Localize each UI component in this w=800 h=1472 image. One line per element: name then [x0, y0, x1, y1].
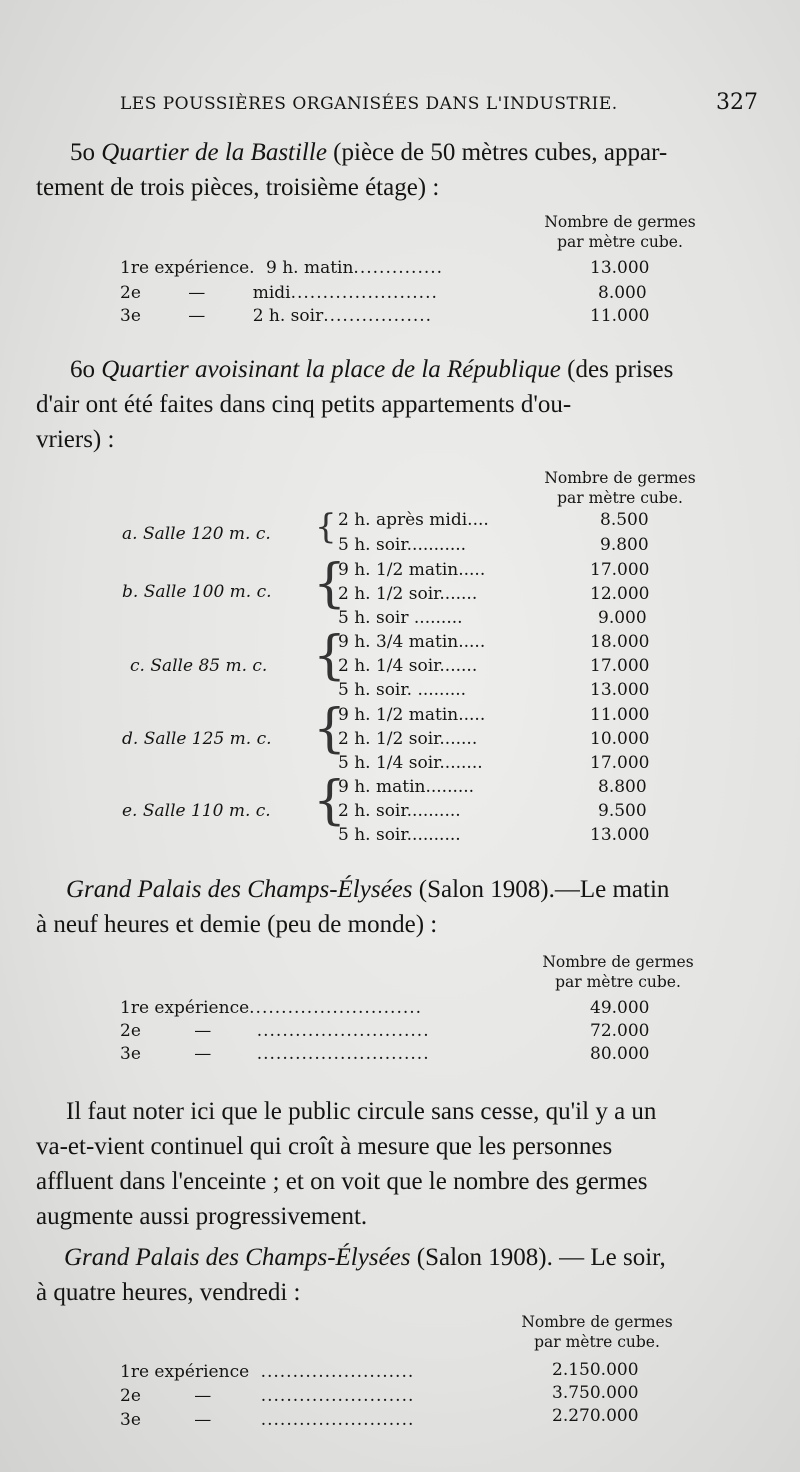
table-cell-value: 8.000: [598, 283, 647, 303]
section-5-column-header: [535, 212, 705, 252]
table-cell-value: 13.000: [590, 258, 650, 278]
section-6-desc-2: d'air ont été faites dans cinq petits appartements d'ou-: [36, 391, 572, 418]
table-row: 2e — ...........................: [120, 1021, 430, 1041]
section-6-number: 6o: [70, 356, 95, 383]
table-cell-value: 11.000: [590, 306, 650, 326]
table-row: 2e — midi.......................: [120, 283, 438, 303]
table-cell-value: 2.270.000: [552, 1406, 639, 1426]
section-5-place: Quartier de la Bastille: [101, 139, 327, 166]
table-cell-value: 11.000: [590, 705, 650, 725]
table-row: 2e — ........................: [120, 1386, 415, 1406]
column-header-line-1: Nombre de germes: [544, 213, 696, 231]
table-row: 2 h. après midi....: [338, 510, 489, 530]
table-cell-value: 17.000: [590, 656, 650, 676]
table-row: 5 h. soir .........: [338, 608, 463, 628]
table-row: 2 h. 1/2 soir.......: [338, 729, 478, 749]
table-cell-value: 3.750.000: [552, 1383, 639, 1403]
table-cell-value: 13.000: [590, 680, 650, 700]
grand-palais-morning-line-2: à neuf heures et demie (peu de monde) :: [36, 911, 438, 938]
section-6-desc-3: vriers) :: [36, 426, 115, 453]
grand-palais-evening-line-2: à quatre heures, vendredi :: [36, 1279, 301, 1306]
grand-palais-morning-place: Grand Palais des Champs-Élysées: [66, 876, 413, 903]
column-header-line-1: Nombre de germes: [542, 953, 694, 971]
table-cell-value: 72.000: [590, 1021, 650, 1041]
group-label: e. Salle 110 m. c.: [122, 801, 271, 821]
table-cell-value: 17.000: [590, 753, 650, 773]
column-header-line-1: Nombre de germes: [521, 1313, 673, 1331]
table-row: 5 h. soir...........: [338, 535, 467, 555]
table-cell-value: 12.000: [590, 584, 650, 604]
table-row: 1re expérience...........................: [120, 998, 423, 1018]
table-row: 9 h. 3/4 matin.....: [338, 632, 486, 652]
section-5-desc-1: (pièce de 50 mètres cubes, appar-: [326, 139, 668, 166]
table-cell-value: 17.000: [590, 560, 650, 580]
table-row: 1re expérience ........................: [120, 1362, 415, 1382]
table-row: 5 h. soir..........: [338, 825, 461, 845]
grand-palais-evening-intro: Grand Palais des Champs-Élysées (Salon 1908). — Le soir, à quatre heures, vendredi :: [36, 1240, 760, 1310]
column-header-line-1: Nombre de germes: [544, 469, 696, 487]
grand-palais-evening-place: Grand Palais des Champs-Élysées: [64, 1244, 411, 1271]
table-cell-value: 9.500: [598, 801, 647, 821]
table-row: 5 h. 1/4 soir........: [338, 753, 483, 773]
brace-icon: {: [313, 771, 347, 831]
table-row: 2 h. 1/2 soir.......: [338, 584, 478, 604]
brace-icon: {: [313, 699, 347, 759]
table-cell-value: 80.000: [590, 1044, 650, 1064]
table-cell-value: 8.800: [598, 777, 647, 797]
brace-icon: {: [313, 626, 347, 686]
section-6-intro: 6o Quartier avoisinant la place de la République (des prises d'air ont été faites dans cinq petits appartements d'ou- vriers) :: [36, 352, 760, 457]
running-header: LES POUSSIÈRES ORGANISÉES DANS L'INDUSTRIE.: [120, 94, 618, 114]
brace-icon: {: [315, 507, 337, 547]
table-cell-value: 2.150.000: [552, 1360, 639, 1380]
section-5-number: 5o: [70, 139, 95, 166]
section-6-place: Quartier avoisinant la place de la République: [101, 356, 561, 383]
table-cell-value: 8.500: [600, 510, 649, 530]
group-label: d. Salle 125 m. c.: [122, 729, 272, 749]
table-row: 2 h. soir..........: [338, 801, 461, 821]
table-row: 9 h. matin.........: [338, 777, 475, 797]
group-label: a. Salle 120 m. c.: [122, 524, 271, 544]
group-label: c. Salle 85 m. c.: [130, 656, 268, 676]
note-paragraph: Il faut noter ici que le public circule sans cesse, qu'il y a un va-et-vient continuel qui croît à mesure que les personnes affluent dans l'enceinte ; et on voit que le nombre des germes augmente aussi progressivement.: [36, 1098, 657, 1230]
column-header-line-2: par mètre cube.: [534, 1333, 660, 1351]
table-row: 5 h. soir. .........: [338, 680, 467, 700]
table-row: 9 h. 1/2 matin.....: [338, 705, 486, 725]
table-cell-value: 13.000: [590, 825, 650, 845]
section-5-desc-2: tement de trois pièces, troisième étage) :: [36, 174, 440, 201]
table-cell-value: 49.000: [590, 998, 650, 1018]
table-row: 9 h. 1/2 matin.....: [338, 560, 486, 580]
column-header-line-2: par mètre cube.: [557, 489, 683, 507]
page-number: 327: [716, 90, 758, 115]
section-6-column-header: [535, 468, 705, 508]
table-row: 2 h. 1/4 soir.......: [338, 656, 478, 676]
column-header-line-2: par mètre cube.: [557, 233, 683, 251]
group-label: b. Salle 100 m. c.: [122, 582, 272, 602]
grand-palais-evening-column-header: [512, 1312, 682, 1352]
table-cell-value: 9.800: [600, 535, 649, 555]
section-5-intro: [36, 135, 760, 205]
table-cell-value: 10.000: [590, 729, 650, 749]
table-row: 3e — 2 h. soir.................: [120, 306, 433, 326]
grand-palais-morning-intro: Grand Palais des Champs-Élysées (Salon 1908).—Le matin à neuf heures et demie (peu de monde) :: [36, 872, 760, 942]
table-row: 3e — ........................: [120, 1410, 415, 1430]
table-cell-value: 18.000: [590, 632, 650, 652]
table-cell-value: 9.000: [598, 608, 647, 628]
table-row: 1re expérience. 9 h. matin..............: [120, 258, 444, 278]
grand-palais-morning-column-header: [533, 952, 703, 992]
brace-icon: {: [313, 554, 347, 614]
column-header-line-2: par mètre cube.: [555, 973, 681, 991]
table-row: 3e — ...........................: [120, 1044, 430, 1064]
